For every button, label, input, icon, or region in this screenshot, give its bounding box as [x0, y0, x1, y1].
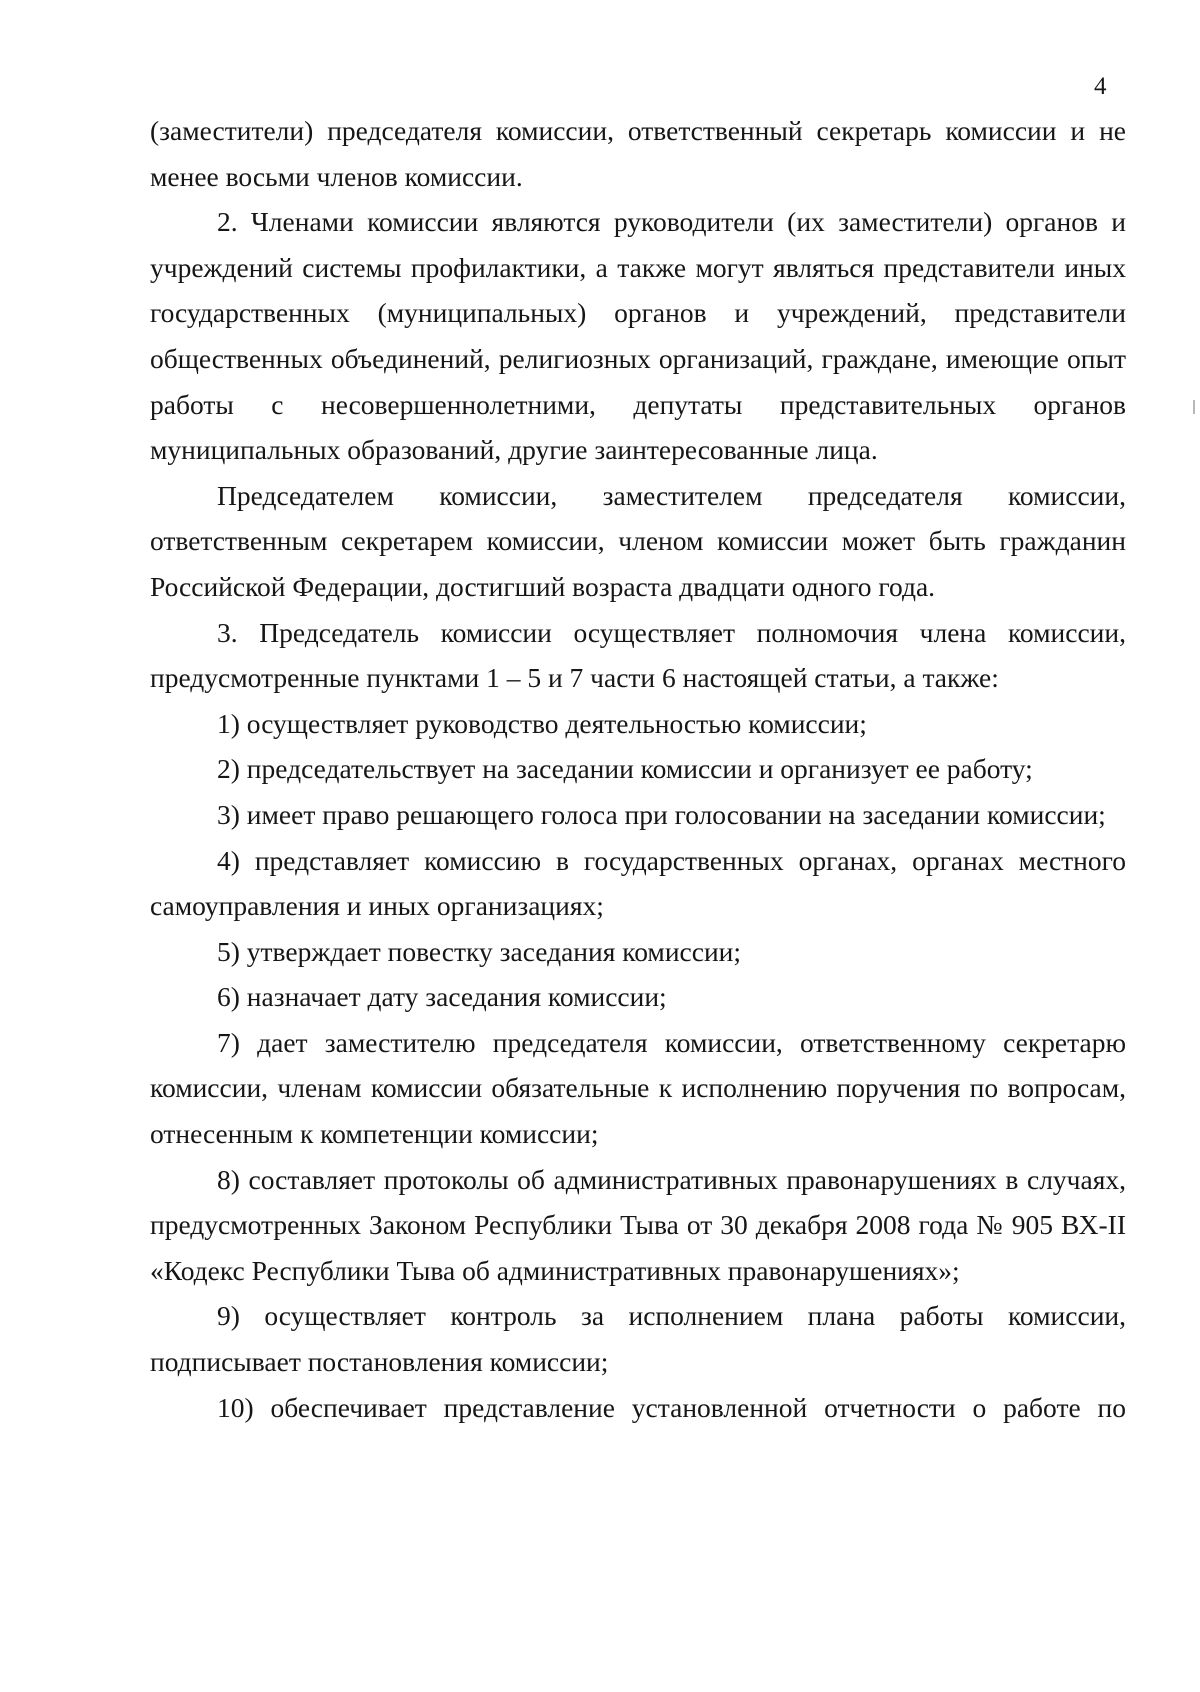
list-item-6: 6) назначает дату заседания комиссии; — [217, 981, 667, 1013]
list-item-3: 3) имеет право решающего голоса при голосовании на заседании комиссии; — [217, 798, 1106, 830]
page-number: 4 — [1094, 73, 1107, 100]
list-item-9: 9) осуществляет контроль за исполнением плана работы комиссии, подписывает постановления комиссии; — [150, 1300, 1126, 1378]
list-item-4: 4) представляет комиссию в государственных органах, органах местного самоуправления и иных организациях; — [150, 844, 1126, 922]
paragraph-item-3-chairman: 3. Председатель комиссии осуществляет полномочия члена комиссии, предусмотренные пунктами 1 – 5 и 7 части 6 настоящей статьи, а также: — [150, 616, 1126, 694]
list-item-7: 7) дает заместителю председателя комиссии, ответственному секретарю комиссии, членам комиссии обязательные к исполнению поручения по вопросам, отнесенным к компетенции комиссии; — [150, 1026, 1126, 1150]
list-item-10: 10) обеспечивает представление установленной отчетности о работе по — [217, 1391, 1126, 1423]
paragraph-item-2-members: 2. Членами комиссии являются руководители (их заместители) органов и учреждений системы профилактики, а также могут являться представители иных государственных (муниципальных) органов и учреждений, представители общественных объединений, религиозных организаций, граждане, имеющие опыт работы с несовершеннолетними, депутаты представительных органов муниципальных образований, другие заинтересованные лица. — [150, 206, 1126, 466]
document-body — [150, 108, 1126, 1430]
list-item-5: 5) утверждает повестку заседания комиссии; — [217, 935, 742, 967]
scan-artifact — [1193, 400, 1195, 414]
paragraph-citizenship-requirement: Председателем комиссии, заместителем председателя комиссии, ответственным секретарем комиссии, членом комиссии может быть гражданин Российской Федерации, достигший возраста двадцати одного года. — [150, 479, 1126, 602]
list-item-1: 1) осуществляет руководство деятельностью комиссии; — [217, 707, 867, 739]
list-item-2: 2) председательствует на заседании комиссии и организует ее работу; — [217, 753, 1033, 785]
paragraph-members-continuation: (заместители) председателя комиссии, ответственный секретарь комиссии и не менее восьми членов комиссии. — [150, 115, 1126, 192]
list-item-8: 8) составляет протоколы об административных правонарушениях в случаях, предусмотренных Законом Республики Тыва от 30 декабря 2008 года № 905 ВХ-II «Кодекс Республики Тыва об административных правонарушениях»; — [150, 1163, 1126, 1286]
